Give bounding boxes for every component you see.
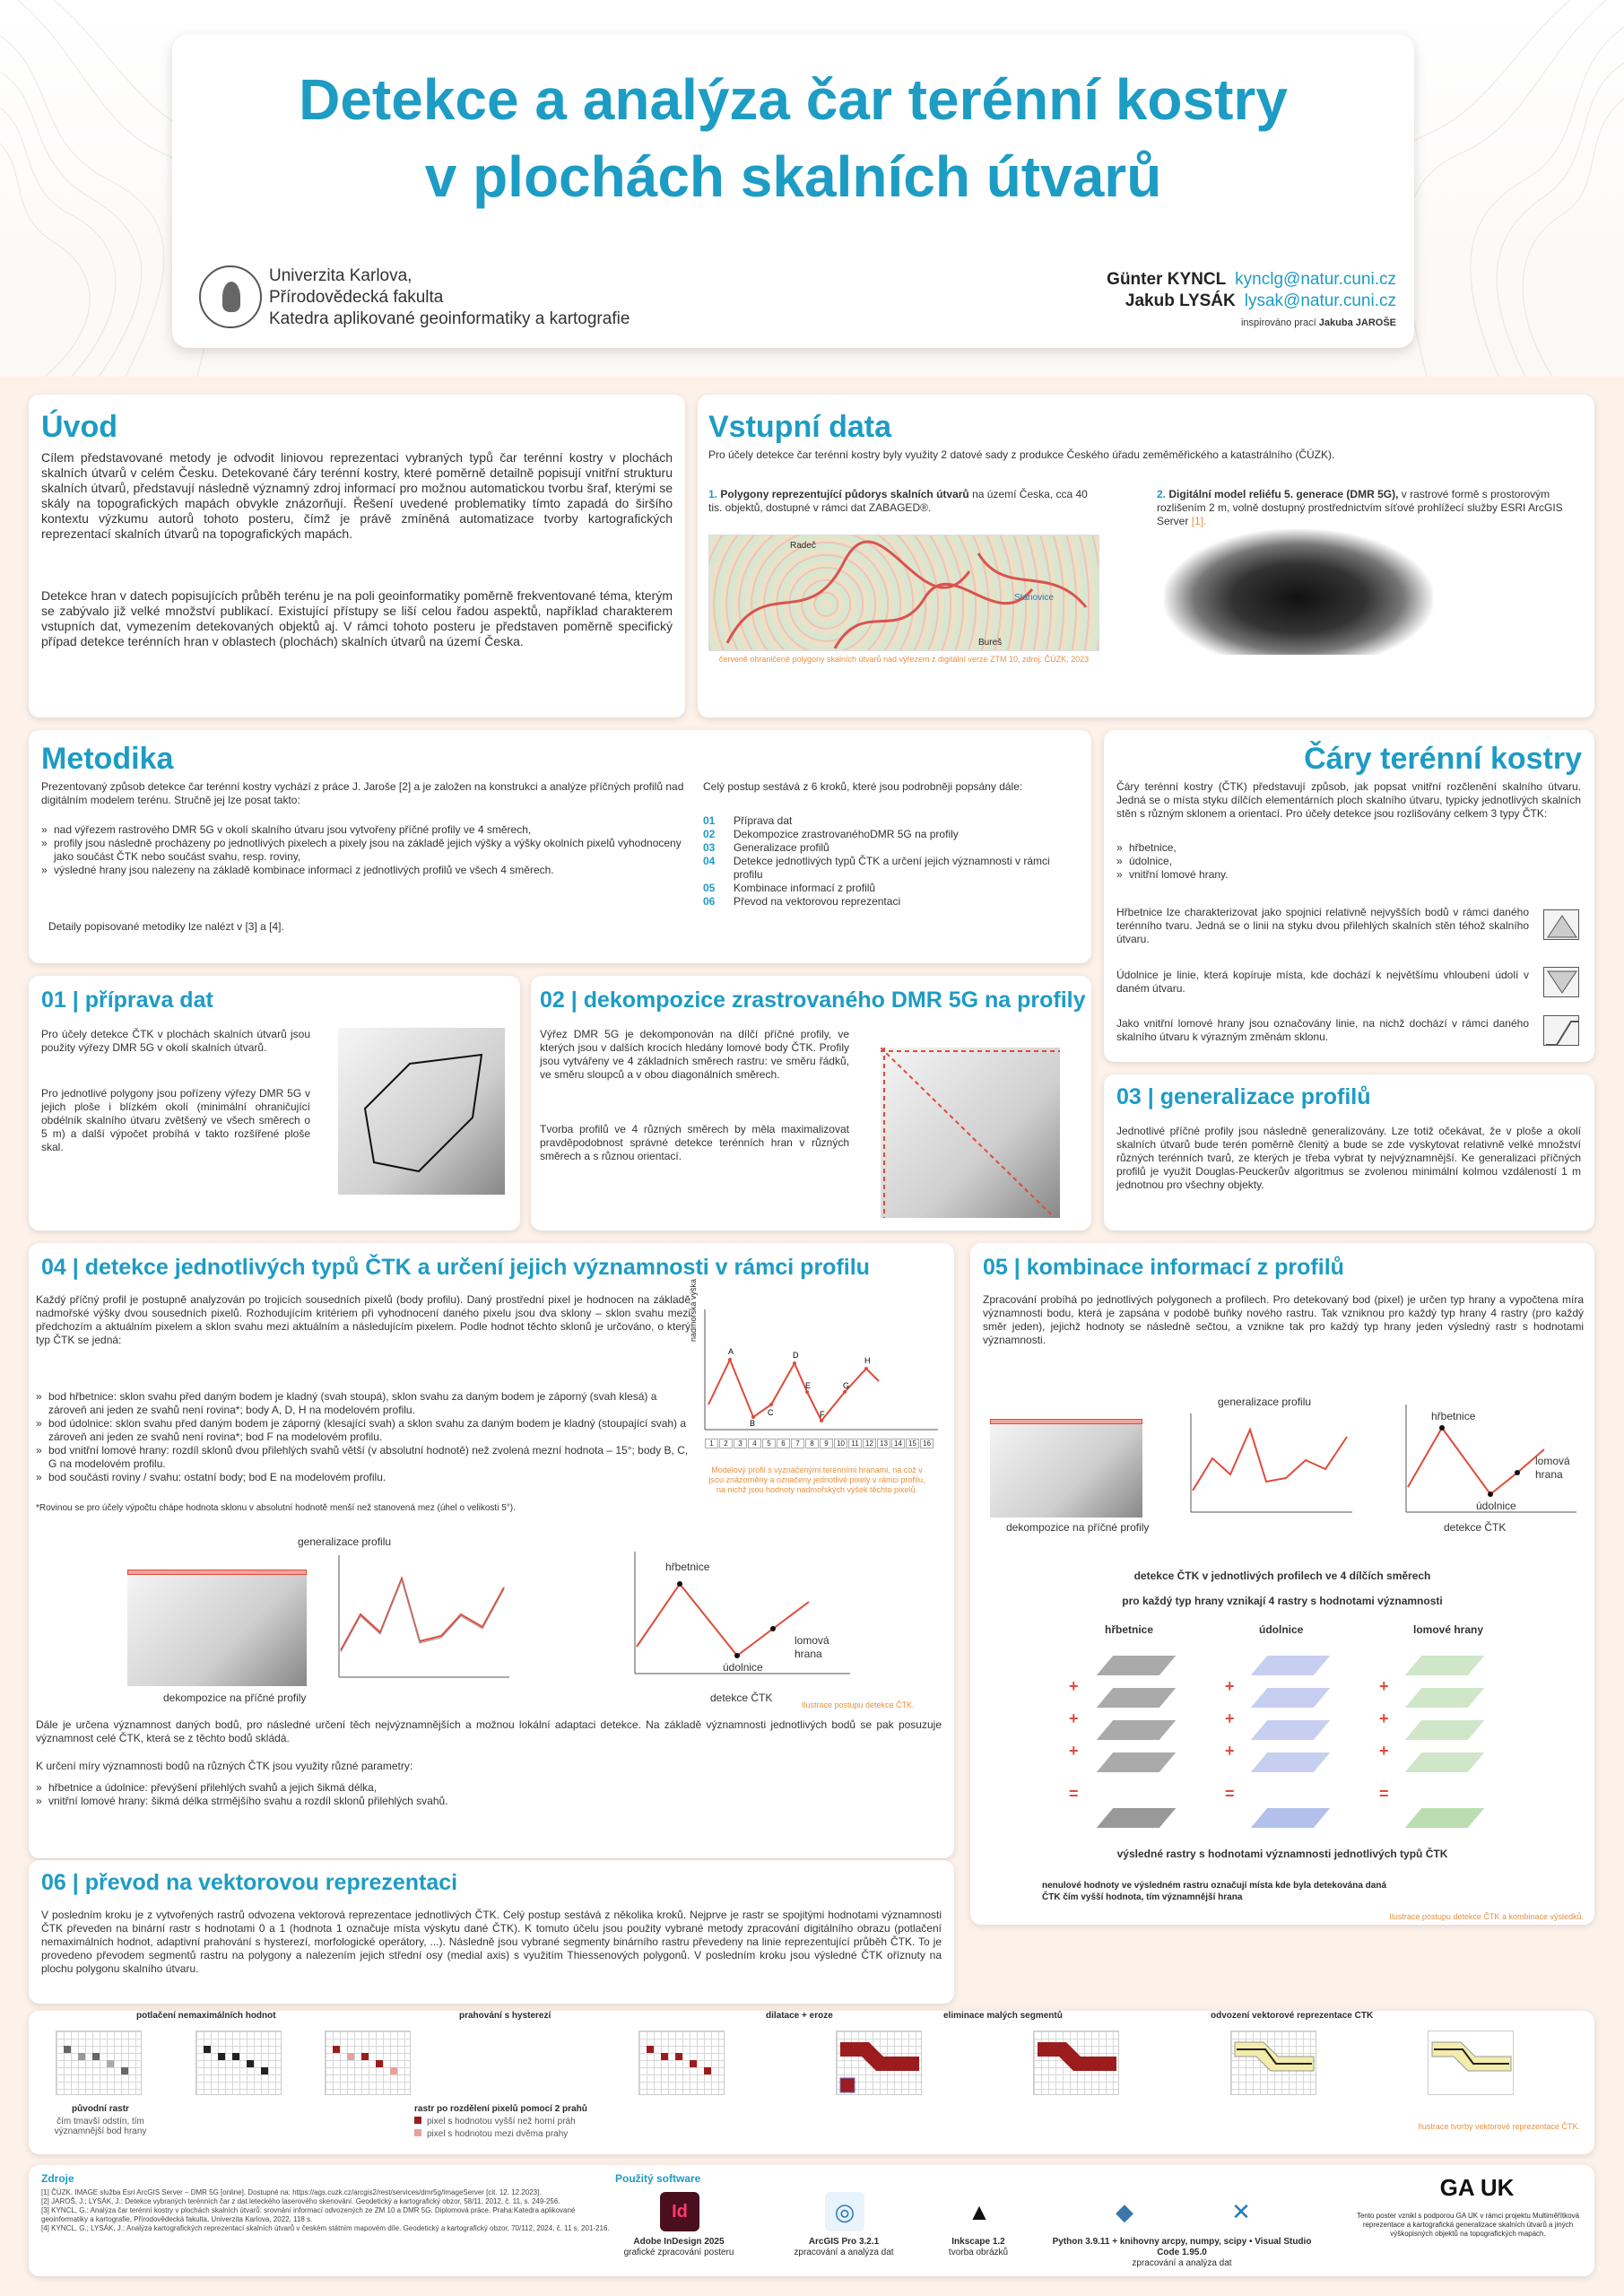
tick-label: 14: [891, 1439, 905, 1448]
source-item: [3] KYNCL, G.: Analýza čar terénní kostry v plochách skalních útvarů: srovnání informací odvozených ze ZM 10 a DMR 5G. Diplomová práce. Praha:Katedra aplikované geoinformatiky a kartografie, Přírodovědecká fakulta, Univerzita Karlova, 2022, 118 s.: [41, 2206, 576, 2223]
inkscape-icon: ▲: [960, 2192, 999, 2231]
raster-layer: [1251, 1656, 1330, 1675]
uvod-paragraph-2: Detekce hran v datech popisujících průběh terénu je na poli geoinformatiky poměrně frekventované téma, kterým se zabývalo již velké množství publikací. Existující přístupy se liší celou řadou aspektů, například charakterem vstupních dat, vymezením detekovaných objektů aj. V rámci tohoto posteru je představen poměrně specifický případ detekce terénních hran v oblastech (plochách) skalních útvarů na území Česka.: [41, 588, 673, 648]
software-label: [777, 2237, 911, 2258]
s03-paragraph: Jednotlivé příčné profily jsou následně generalizovány. Lze totiž očekávat, že v ploše a okolí skalních útvarů bude terén poměrně členitý a bude se zde vyskytovat relativně velké množství různých terénních tvarů, ze kterých je třeba vybrat ty nejvýznamnější. Ke generalizaci příčných profilů je využit Douglas-Peuckerův algoritmus se zvolenou minimální kolmou vzdáleností 1 m jednotnou pro všechny objekty.: [1116, 1125, 1581, 1191]
s02-paragraph-2: Tvorba profilů ve 4 různých směrech by měla maximalizovat pravděpodobnost správné detekce terénních hran v různých směrech a s různou orientací.: [540, 1123, 849, 1162]
legend-item: [414, 2129, 568, 2139]
s04-paragraph-2: Dále je určena významnost daných bodů, pro následné určení těch nejvýznamnějších a možnou lokální adaptaci detekce. Na základě významnosti jednotlivých bodů se pak posuzuje významnost celé ČTK, která se z těchto bodů skládá.: [36, 1718, 942, 1744]
diagram-label: dekompozice na příčné profily: [163, 1692, 307, 1704]
legend-label: pixel s hodnotou vyšší než horní práh: [427, 2117, 576, 2126]
s02-paragraph-1: Výřez DMR 5G je dekomponován na dílčí příčné profily, ve kterých jsou v dalších krocích hledány lomové body ČTK. Profily jsou vytvářeny ve 4 základních směrech rastru: ve směru řádků, ve směru sloupců a v obou diagonálních směrech.: [540, 1028, 849, 1081]
plus-sign: +: [1379, 1677, 1389, 1695]
software-use: grafické zpracování posteru: [623, 2248, 734, 2257]
list-item: » výsledné hrany jsou nalezeny na základě kombinace informací z jednotlivých profilů ve všech 4 směrech.: [41, 864, 696, 877]
plus-sign: +: [1225, 1677, 1235, 1695]
arcgis-icon: ◎: [825, 2192, 864, 2231]
vectorization-pipeline: [29, 2011, 1594, 2154]
source-item: [1] ČÚZK. IMAGE služba Esri ArcGIS Server – DMR 5G [online]. Dostupné na: https://ags.cuzk.cz/arcgis2/rest/services/dmr5g/ImageServer [cit. 12. 12.2023].: [41, 2188, 542, 2196]
plus-sign: +: [1379, 1709, 1389, 1727]
detection-chart: [1401, 1401, 1580, 1518]
tick-label: 15: [906, 1439, 919, 1448]
section-cary: [1104, 730, 1594, 1062]
plus-sign: +: [1225, 1709, 1235, 1727]
university-name: [269, 265, 630, 330]
diagram-label: detekce ČTK v jednotlivých profilech ve 4 dílčích směrech: [1133, 1570, 1431, 1582]
step-label: eliminace malých segmentů: [943, 2011, 1063, 2021]
plus-sign: +: [1379, 1742, 1389, 1760]
equals-sign: =: [1379, 1785, 1389, 1803]
legend-label: pixel s hodnotou mezi dvěma prahy: [427, 2129, 569, 2139]
source-item: [2] JAROŠ, J.; LYSÁK, J.: Detekce vybraných terénních čar z dat leteckého laserového skenování. Geodetický a kartografický obzor, 58/11, 2012, č. 11, s. 249-256.: [41, 2197, 560, 2205]
generalization-chart: [1185, 1410, 1356, 1518]
vscode-icon: ✕: [1221, 2192, 1261, 2231]
tick-label: 16: [920, 1439, 934, 1448]
s04-paragraph-3: K určení míry významnosti bodů na různých ČTK jsou využity různé parametry:: [36, 1760, 413, 1772]
raster-layer: [1251, 1720, 1330, 1740]
contour-decoration-right: [1391, 0, 1624, 377]
software-name: Python 3.9.11 + knihovny arcpy, numpy, scipy • Visual Studio Code 1.95.0: [1052, 2237, 1312, 2257]
department-line: Katedra aplikované geoinformatiky a kartografie: [269, 309, 630, 328]
diagram-label: čím tmavší odstín, tím významnější bod hrany: [54, 2117, 147, 2136]
tick-label: 12: [863, 1439, 876, 1448]
ga-uk-logo-text: GA UK: [1439, 2174, 1515, 2201]
step-item: [703, 841, 1080, 855]
list-item: » hřbetnice a údolnice: převýšení přilehlých svahů a jejich šikmá délka,: [36, 1781, 942, 1795]
profile-directions-image: [881, 1048, 1060, 1218]
cary-intro: Čáry terénní kostry (ČTK) představují způsob, jak popsat vnitřní rozčlenění skalního útvaru. Jedná se o místa styku dílčích elementárních ploch skalního útvaru, typicky jednotlivých skalních stěn s různým sklonem a orientací. Pro účely detekce jsou rozlišovány celkem 3 typy ČTK:: [1116, 780, 1581, 820]
step-label: potlačení nemaximálních hodnot: [136, 2011, 276, 2021]
diagram-label: generalizace profilu: [298, 1535, 392, 1548]
university-logo: [199, 265, 262, 328]
software-label: [612, 2237, 746, 2258]
item-ref: [1].: [1191, 515, 1207, 527]
author-1-email[interactable]: kynclg@natur.cuni.cz: [1235, 270, 1396, 289]
steps-intro: Celý postup sestává z 6 kroků, které jsou podrobněji popsány dále:: [703, 780, 1023, 793]
item-bold: Digitální model reliéfu 5. generace (DMR 5G),: [1168, 488, 1399, 500]
list-item: » bod vnitřní lomové hrany: rozdíl sklonů dvou přilehlých svahů větší (v absolutní hodnotě) než zvolená mezní hodnota – 15°; body B, C, G na modelovém profilu.: [36, 1444, 690, 1471]
page-title: [172, 61, 1414, 215]
equals-sign: =: [1225, 1785, 1235, 1803]
map-label: Stanovice: [1014, 593, 1054, 603]
diagram-label: lomová hrana: [1535, 1455, 1570, 1481]
s06-paragraph: V posledním kroku je z vytvořených rastrů odvozena vektorová reprezentace jednotlivých ČTK. Celý postup sestává z několika kroků. Nejprve je rastr se spojitými hodnotami významnosti ČTK převeden na binární rastr s hodnotami 0 a 1 (hodnota 1 označuje místa výskytu dané ČTK). K tomuto účelu jsou použity vybrané metody zpracování digitálního obrazu (potlačení nemaximálních hodnot, adaptivní prahování s hysterezí, morfologické operátory, ...). Následně jsou vybrané segmenty binárního rastru převedeny na linie reprezentující průběh ČTK. To je provedeno převodem segmentů rastru na polygony a nalezením jejich střední osy (medial axis) s využitím Thiessenových polygonů. V posledním kroku jsou výsledné ČTK oříznuty na plochu polygonu skalního útvaru.: [41, 1909, 942, 1975]
step-item: [703, 828, 1080, 841]
tick-label: 5: [762, 1439, 776, 1448]
metodika-details: Detaily popisované metodiky lze nalézt v [3] a [4].: [48, 920, 284, 933]
detection-chart: [630, 1548, 854, 1683]
raster-elimination: [1033, 2031, 1119, 2095]
sources-heading: Zdroje: [41, 2172, 74, 2185]
step-text: Převod na vektorovou reprezentaci: [734, 895, 901, 908]
column-label: lomové hrany: [1413, 1623, 1484, 1636]
s01-paragraph-2: Pro jednotlivé polygony jsou pořízeny výřezy DMR 5G v jejich ploše i blízkém okolí (minimální ohraničující obdélník skalního útvaru zvětšený ve všech směrech o 5 m) a další výpočet probíhá v takto rozšířené ploše skal.: [41, 1087, 310, 1153]
generalization-chart: [334, 1552, 513, 1686]
item-text: v rastrové formě s prostorovým rozlišením 2 m, volně dostupný prostřednictvím síťové prohlížecí služby ESRI ArcGIS Server: [1157, 488, 1563, 527]
step-item: [703, 895, 1080, 909]
section-heading: Vstupní data: [708, 410, 892, 444]
section-04: [29, 1243, 954, 1858]
tick-label: 3: [734, 1439, 747, 1448]
cary-types: [1116, 841, 1229, 882]
diagram-label: hřbetnice: [1431, 1410, 1476, 1422]
ridge-icon: [1543, 909, 1579, 940]
plus-sign: +: [1069, 1677, 1079, 1695]
step-number: 01: [703, 814, 716, 827]
diagram-label: lomová hrana: [795, 1634, 829, 1660]
raster-layer: [1405, 1656, 1484, 1675]
figure-caption: Ilustrace postupu detekce ČTK a kombinace výsledků.: [1389, 1912, 1584, 1921]
metodika-intro: Prezentovaný způsob detekce čar terénní kostry vychází z práce J. Jaroše [2] a je založen na konstrukci a analýze příčných profilů nad digitálním modelem terénu. Stručně jej lze posat takto:: [41, 780, 684, 806]
svg-text:C: C: [768, 1408, 774, 1417]
dem-image: [1164, 529, 1433, 655]
author-2-email[interactable]: lysak@natur.cuni.cz: [1244, 291, 1396, 310]
section-05: [970, 1243, 1594, 1925]
list-item: » bod součásti roviny / svahu: ostatní body; bod E na modelovém profilu.: [36, 1471, 690, 1484]
step-number: 03: [703, 841, 716, 854]
section-03: [1104, 1074, 1594, 1231]
item-number: 1.: [708, 488, 718, 500]
faculty-line: Přírodovědecká fakulta: [269, 288, 444, 307]
section-heading: Úvod: [41, 410, 117, 444]
s04-params: [36, 1781, 942, 1808]
diagram-label: detekce ČTK: [710, 1692, 773, 1704]
valley-icon: [1543, 967, 1579, 997]
diagram-label: údolnice: [723, 1661, 763, 1674]
result-raster-layer: [1097, 1808, 1176, 1828]
map-image: [708, 535, 1099, 651]
python-icon: ◆: [1105, 2192, 1144, 2231]
list-item: » bod údolnice: sklon svahu před daným bodem je záporný (klesající svah) a sklon svahu za daným bodem je kladný (stoupající svah) a zároveň ani jeden ze svahů není rovina*; bod F na modelovém profilu.: [36, 1417, 690, 1444]
raster-dilation: [836, 2031, 922, 2095]
step-label: prahování s hysterezí: [459, 2011, 551, 2021]
title-line-2: v plochách skalních útvarů: [424, 144, 1162, 209]
decomposition-image: [127, 1570, 307, 1686]
vstup-item-2: [1157, 488, 1578, 528]
tick-label: 4: [748, 1439, 761, 1448]
section-uvod: [29, 395, 685, 718]
map-label: Radeč: [790, 541, 816, 551]
diagram-label: původní rastr: [72, 2104, 129, 2114]
item-text: na území Česka, cca 40 tis. objektů, dostupné v rámci dat ZABAGED®.: [708, 488, 1088, 514]
lomova-hrana-description: Jako vnitřní lomové hrany jsou označovány linie, na nichž dochází v rámci daného skalního útvaru k výrazným změnám sklonu.: [1116, 1017, 1529, 1043]
section-02: [531, 976, 1091, 1231]
section-heading: 06 | převod na vektorovou reprezentaci: [41, 1870, 458, 1895]
indesign-icon: Id: [660, 2192, 699, 2231]
tick-label: 2: [719, 1439, 733, 1448]
tick-label: 1: [705, 1439, 718, 1448]
software-label: [911, 2237, 1046, 2258]
section-01: [29, 976, 520, 1231]
item-number: 2.: [1157, 488, 1167, 500]
software-name: Adobe InDesign 2025: [633, 2237, 725, 2247]
software-name: Inkscape 1.2: [951, 2237, 1005, 2247]
source-item: [4] KYNCL, G.; LYSÁK, J.: Analýza kartografických reprezentací skalních útvarů v českém státním mapovém díle. Geodetický a kartografický obzor, 70/112, 2024, č. 11 s. 201-216.: [41, 2224, 610, 2232]
raster-layer: [1097, 1752, 1176, 1772]
header-card: [172, 34, 1414, 348]
raster-layer: [1097, 1656, 1176, 1675]
model-profile-chart: [689, 1278, 947, 1458]
inspired-name: Jakuba JAROŠE: [1318, 317, 1396, 328]
software-name: ArcGIS Pro 3.2.1: [808, 2237, 880, 2247]
list-item: » vnitřní lomové hrany.: [1116, 868, 1229, 882]
s04-paragraph-1: Každý příčný profil je postupně analyzován po trojicích sousedních pixelů (body profilu). Daný prostřední pixel je hodnocen na základě nadmořské výšky dvou sousedních pixelů. Rozhodujícím kritériem při vyhodnocení daného pixelu jsou dva sklony – sklon svahu mezi předchozím a aktuálním pixelem a sklon svahu mezi aktuálním a následujícím pixelem. Podle hodnot těchto sklonů je určováno, o který typ ČTK se jedná:: [36, 1293, 690, 1346]
svg-text:F: F: [820, 1410, 825, 1419]
raster-layer: [1405, 1720, 1484, 1740]
raster-layer: [1405, 1752, 1484, 1772]
author-1-name: Günter KYNCL: [1107, 270, 1227, 289]
tick-label: 7: [791, 1439, 804, 1448]
list-item: » vnitřní lomové hrany: šikmá délka strmějšího svahu a rozdíl sklonů přilehlých svahů.: [36, 1795, 942, 1808]
metodika-bullets: [41, 823, 696, 877]
legend-item: [414, 2117, 576, 2126]
inspired-prefix: inspirováno prací: [1240, 317, 1316, 328]
decomposition-image: [990, 1419, 1142, 1518]
vstup-intro: Pro účely detekce čar terénní kostry byly využity 2 datové sady z produkce Českého úřadu zeměměřického a katastrálního (ČÚZK).: [708, 448, 1335, 461]
raster-layer: [1251, 1752, 1330, 1772]
software-heading: Použitý software: [615, 2172, 701, 2185]
step-text: Detekce jednotlivých typů ČTK a určení jejich významnosti v rámci profilu: [733, 855, 1050, 881]
uvod-paragraph-1: Cílem představované metody je odvodit liniovou reprezentaci vybraných typů čar terénní kostry v plochách skalních útvarů v celém Česku. Detekované čáry terénní kostry, které poměrně detailně popisují vnitřní strukturu skalních útvarů, představují následně významný zdroj informací pro možnou automatickou tvorbu šraf, kterými se skály na topografických mapách obvykle znázorňují. Řešení uvedené problematiky tímto zapadá do širšího kontextu výzkumu autorů tohoto posteru, čímž je právě zmíněná automatizace tvorby kartografických reprezentací skalních útvarů na topografických mapách.: [41, 450, 673, 541]
raster-threshold: [325, 2031, 411, 2095]
raster-layer: [1097, 1688, 1176, 1708]
diagram-label: pro každý typ hrany vznikají 4 rastry s hodnotami významnosti: [1122, 1595, 1443, 1607]
map-label: Bureš: [978, 638, 1003, 648]
step-item: [703, 855, 1080, 882]
dem-cutout-image: [338, 1028, 505, 1195]
tick-label: 6: [777, 1439, 790, 1448]
title-line-1: Detekce a analýza čar terénní kostry: [299, 67, 1288, 132]
tick-label: 8: [805, 1439, 819, 1448]
diagram-note: nenulové hodnoty ve výsledném rastru označují místa kde byla detekována daná ČTK čím vyšší hodnota, tím významnější hrana: [1042, 1881, 1387, 1902]
step-text: Příprava dat: [734, 814, 793, 827]
step-item: [703, 814, 1080, 828]
list-item: » nad výřezem rastrového DMR 5G v okolí skalního útvaru jsou vytvořeny příčné profily ve 4 směrech,: [41, 823, 696, 837]
column-label: hřbetnice: [1105, 1623, 1154, 1636]
break-line-icon: [1543, 1015, 1579, 1046]
figure-caption: Ilustrace tvorby vektorové reprezentace ČTK.: [1418, 2122, 1580, 2131]
tick-label: 11: [848, 1439, 862, 1448]
hrbetnice-description: Hřbetnice lze charakterizovat jako spojnici relativně nejvyšších bodů v rámci daného terénního tvaru. Jedná se o linii na styku dvou přilehlých skalních stěn téhož skalního útvaru.: [1116, 906, 1529, 945]
step-label: dilatace + eroze: [766, 2011, 833, 2021]
raster-layer: [1251, 1688, 1330, 1708]
tick-label: 10: [834, 1439, 847, 1448]
list-item: » údolnice,: [1116, 855, 1229, 868]
section-06: [29, 1860, 954, 2004]
inspired-by: [1107, 312, 1396, 334]
diagram-label: údolnice: [1476, 1500, 1516, 1512]
section-metodika: [29, 730, 1091, 963]
plus-sign: +: [1069, 1709, 1079, 1727]
step-text: Generalizace profilů: [734, 841, 829, 854]
section-heading: 03 | generalizace profilů: [1116, 1084, 1371, 1109]
section-heading: Čáry terénní kostry: [1304, 742, 1582, 776]
footer: [29, 2165, 1594, 2276]
svg-text:H: H: [864, 1356, 871, 1365]
software-label: [1047, 2237, 1316, 2269]
s01-paragraph-1: Pro účely detekce ČTK v plochách skalních útvarů jsou použity výřezy DMR 5G v okolí skalních útvarů.: [41, 1028, 310, 1054]
diagram-label: generalizace profilu: [1218, 1396, 1312, 1408]
step-text: Dekompozice zrastrovanéhoDMR 5G na profily: [734, 828, 959, 840]
tick-label: 13: [877, 1439, 890, 1448]
software-use: zpracování a analýza dat: [794, 2248, 894, 2257]
steps-list: [703, 814, 1080, 909]
svg-text:A: A: [728, 1347, 734, 1356]
raster-original: [56, 2031, 142, 2095]
step-number: 02: [703, 828, 716, 840]
university-line-1: Univerzita Karlova,: [269, 266, 413, 285]
raster-layer: [1405, 1688, 1484, 1708]
software-use: tvorba obrázků: [948, 2248, 1009, 2257]
raster-vector-overlay: [1230, 2031, 1316, 2095]
vector-result: [1428, 2031, 1514, 2095]
axis-label: nadmořská výška: [689, 1278, 698, 1342]
footnote: *Rovinou se pro účely výpočtu chápe hodnota sklonu v absolutní hodnotě menší než stanovená mez (úhel o velikosti 5°).: [36, 1503, 516, 1513]
list-item: » profily jsou následně procházeny po jednotlivých pixelech a pixely jsou na základě jejich výšky a výšky okolních pixelů vyhodnoceny jako součást ČTK nebo součást svahu, resp. roviny,: [41, 837, 696, 864]
software-use: zpracování a analýza dat: [1132, 2258, 1232, 2268]
list-item: » bod hřbetnice: sklon svahu před daným bodem je kladný (svah stoupá), sklon svahu za daným bodem je záporný (svah klesá) a zároveň ani jeden ze svahů není rovina*; body A, D, H na modelovém profilu.: [36, 1390, 690, 1417]
authors-block: [1107, 269, 1396, 334]
step-text: Kombinace informací z profilů: [734, 882, 876, 894]
section-heading: 05 | kombinace informací z profilů: [983, 1255, 1344, 1280]
item-bold: Polygony reprezentující půdorys skalních útvarů: [720, 488, 969, 500]
figure-caption: červeně ohraničené polygony skalních útvarů nad výřezem z digitální verze ZTM 10, zdroj: ČÚZK, 2023: [718, 655, 1090, 664]
diagram-label: rastr po rozdělení pixelů pomocí 2 prahů: [414, 2104, 587, 2114]
svg-text:B: B: [750, 1419, 756, 1428]
section-heading: 01 | příprava dat: [41, 987, 213, 1013]
raster-nonmax: [195, 2031, 282, 2095]
step-number: 06: [703, 895, 716, 908]
figure-caption: Ilustrace postupu detekce ČTK.: [802, 1700, 915, 1709]
equals-sign: =: [1069, 1785, 1079, 1803]
diagram-label: výsledné rastry s hodnotami významnosti jednotlivých typů ČTK: [1116, 1848, 1448, 1860]
sources-list: [41, 2188, 615, 2233]
step-item: [703, 882, 1080, 895]
vstup-item-1: [708, 488, 1103, 515]
list-item: » hřbetnice,: [1116, 841, 1229, 855]
svg-text:E: E: [805, 1381, 812, 1390]
tick-label: 9: [820, 1439, 833, 1448]
s05-paragraph: Zpracování probíhá po jednotlivých polygonech a profilech. Pro detekovaný bod (pixel) je určen typ hrany a vypočtena míra významnosti bodu, která je zapsána v podobě buňky nového rastru. Tak vzniknou pro každý typ hrany 4 rastry (pro každý směr jeden), jejichž hodnoty se následně sečtou, a vznikne tak pro každý typ hrany jeden výsledný rastr s hodnotami významnosti.: [983, 1293, 1584, 1346]
step-number: 04: [703, 855, 716, 867]
ga-uk-note: Tento poster vznikl s podporou GA UK v rámci projektu Multiměřítková reprezentace a kartografická generalizace skalních útvarů a jiných výškopisných objektů na topografických mapách.: [1356, 2212, 1580, 2238]
plus-sign: +: [1069, 1742, 1079, 1760]
column-label: údolnice: [1259, 1623, 1304, 1636]
svg-text:D: D: [793, 1351, 799, 1360]
step-number: 05: [703, 882, 716, 894]
diagram-label: hřbetnice: [665, 1561, 710, 1573]
udolnice-description: Údolnice je linie, která kopíruje místa, kde dochází k největšímu vhloubení údolí v daném útvaru.: [1116, 969, 1529, 995]
result-raster-layer: [1405, 1808, 1484, 1828]
plus-sign: +: [1225, 1742, 1235, 1760]
s04-criteria: [36, 1390, 690, 1484]
result-raster-layer: [1251, 1808, 1330, 1828]
section-heading: 02 | dekompozice zrastrovaného DMR 5G na profily: [540, 987, 1086, 1013]
raster-hysteresis: [638, 2031, 725, 2095]
diagram-label: detekce ČTK: [1444, 1521, 1507, 1534]
author-2-name: Jakub LYSÁK: [1125, 291, 1236, 310]
svg-text:G: G: [843, 1381, 850, 1390]
diagram-label: dekompozice na příčné profily: [1006, 1521, 1150, 1534]
figure-caption: Modelový profil s vyznačenými terénními hranami, na což v jsou znázorněny a označeny jednotlivé pixely v rámci profilu, na nichž jsou hodnoty nadmořských výšek těchto pixelů.: [708, 1465, 925, 1494]
step-label: odvození vektorové reprezentace ČTK: [1211, 2011, 1374, 2021]
section-vstupni-data: [698, 395, 1594, 718]
section-heading: 04 | detekce jednotlivých typů ČTK a určení jejich významnosti v rámci profilu: [41, 1255, 870, 1280]
section-heading: Metodika: [41, 742, 174, 776]
raster-layer: [1097, 1720, 1176, 1740]
